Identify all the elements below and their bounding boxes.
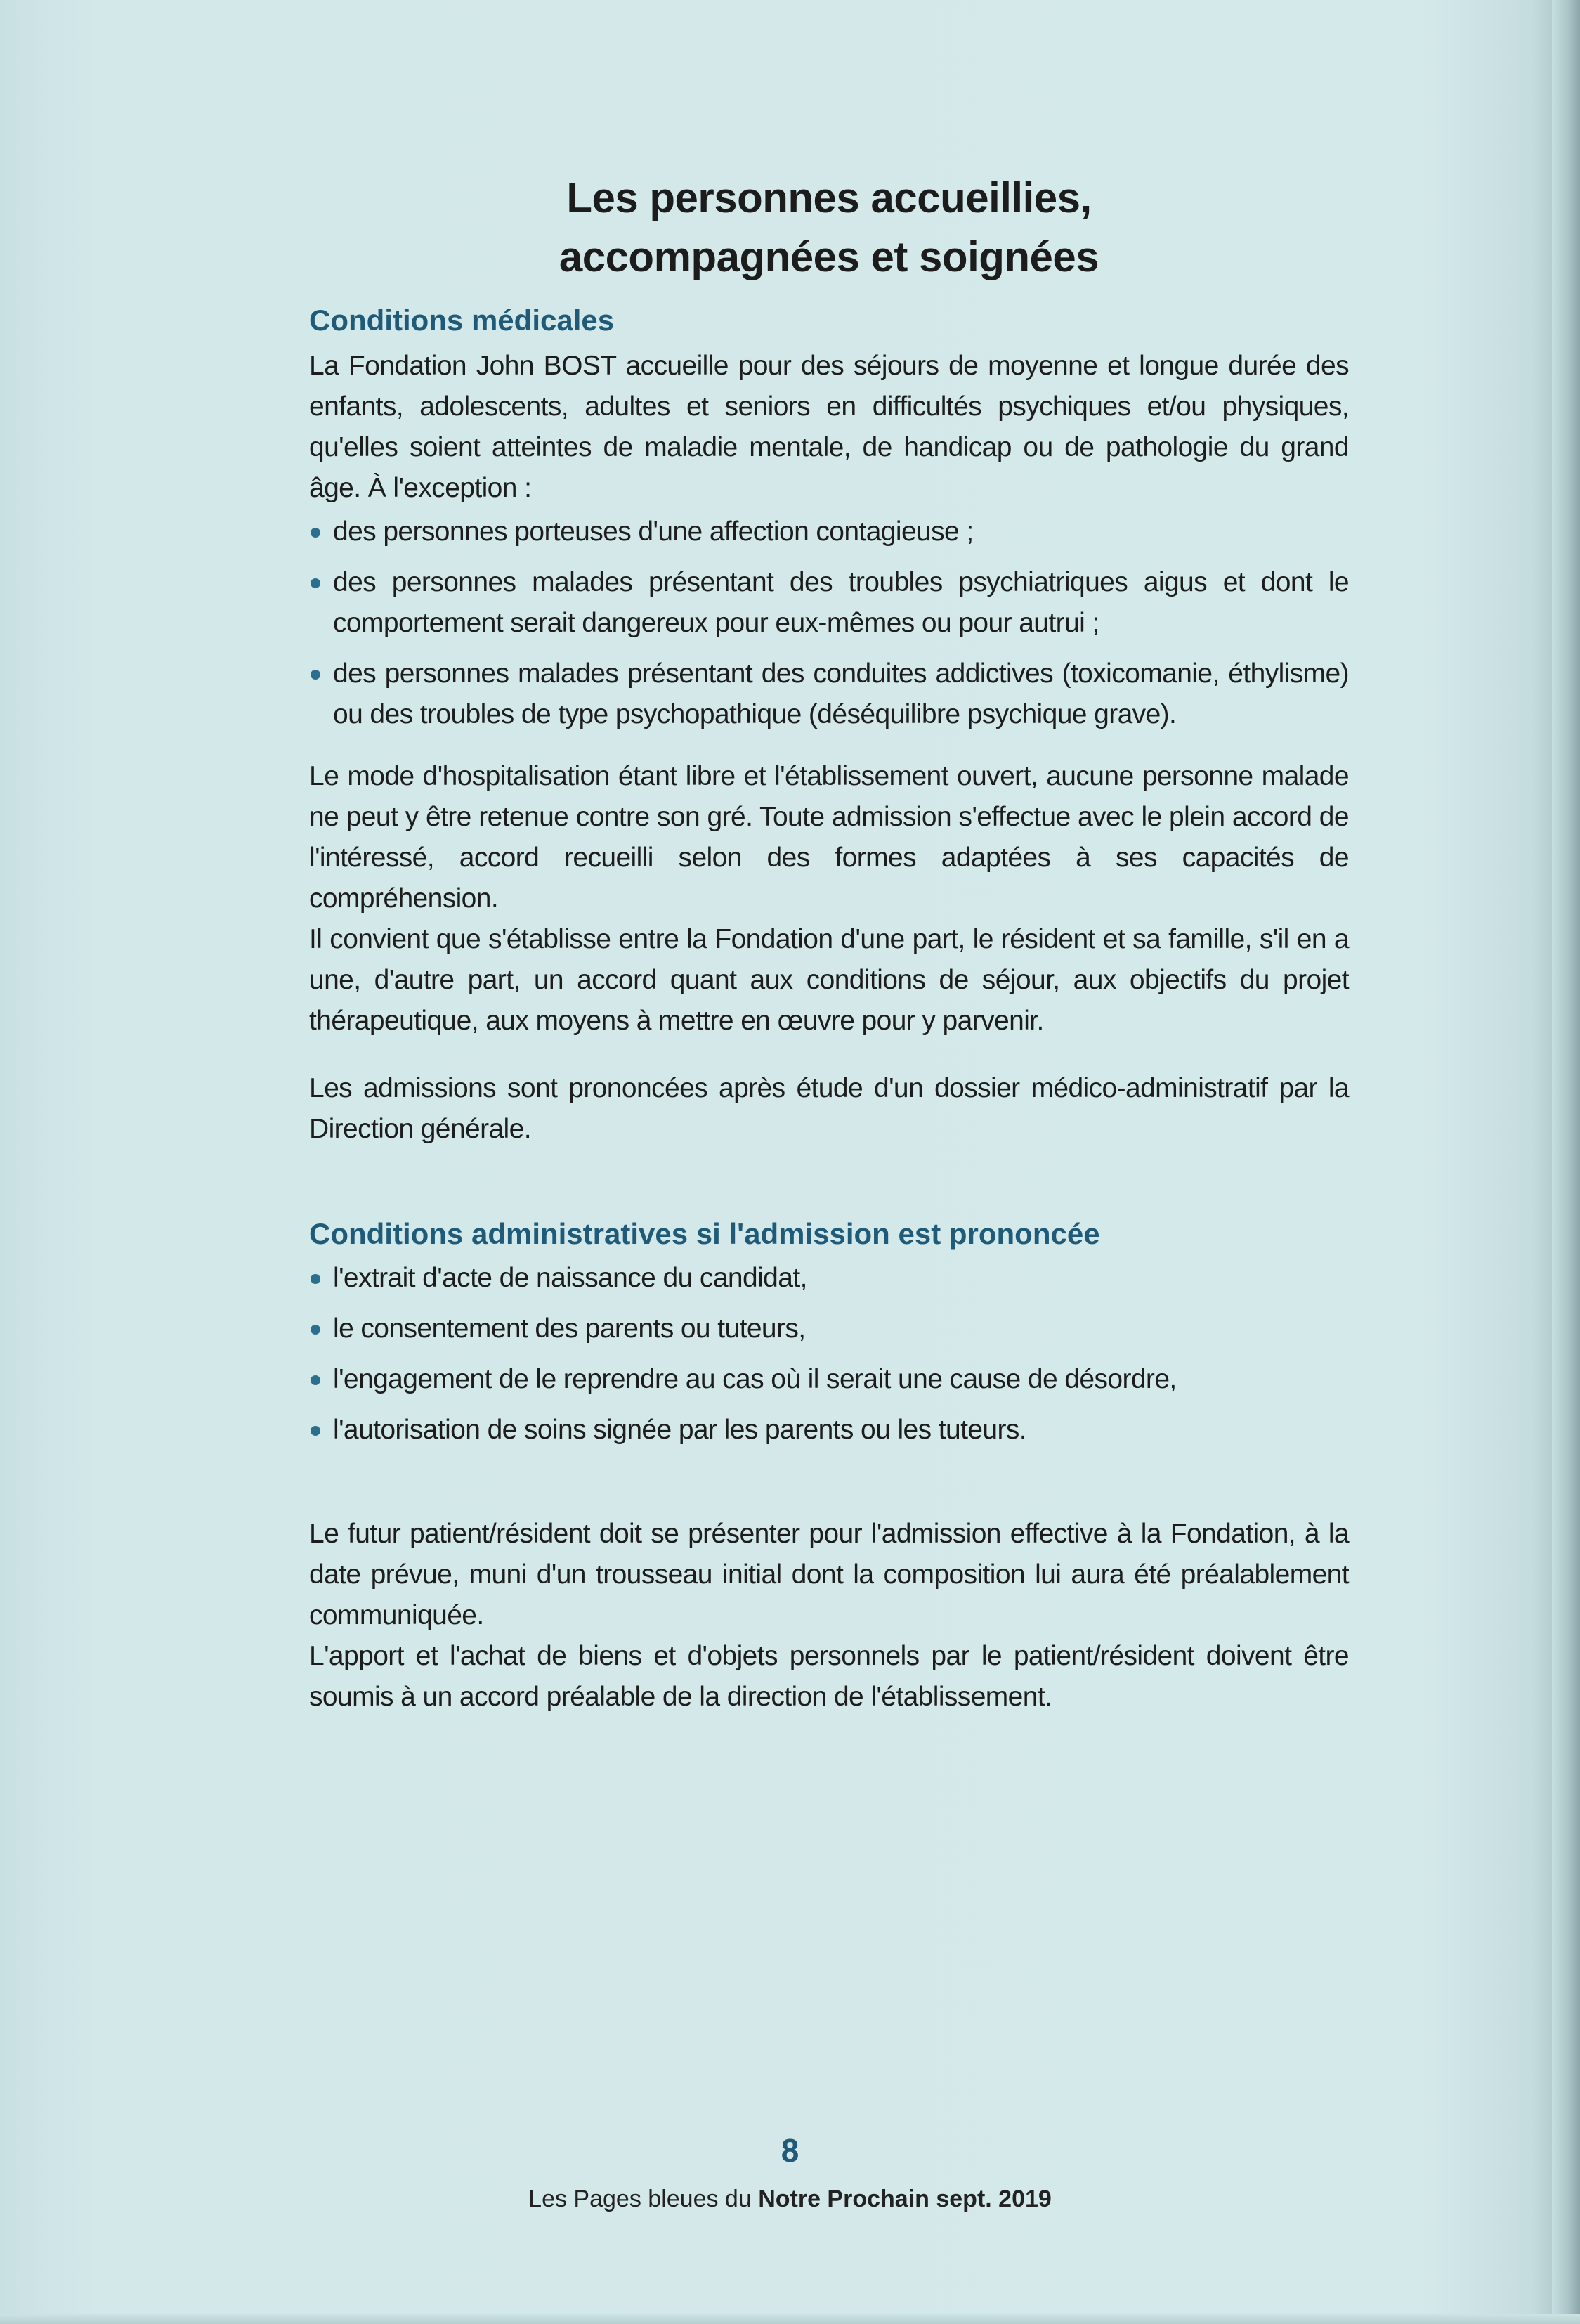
page-edge-shadow bbox=[1552, 0, 1580, 2324]
paragraph-apport: L'apport et l'achat de biens et d'objets personnels par le patient/résident doivent être soumis à un accord préalable de la direction de l'établissement. bbox=[309, 1641, 1349, 1712]
list-item: l'engagement de le reprendre au cas où il serait une cause de désordre, bbox=[309, 1359, 1349, 1400]
bullet-icon bbox=[311, 578, 320, 588]
section-administrative-body bbox=[309, 1258, 1349, 1718]
section-heading-administrative: Conditions administratives si l'admission est prononcée bbox=[309, 1217, 1100, 1250]
list-item: l'autorisation de soins signée par les parents ou les tuteurs. bbox=[309, 1410, 1349, 1450]
page-title-line2: accompagnées et soignées bbox=[559, 233, 1099, 280]
page-footer bbox=[0, 2129, 1580, 2216]
list-item: des personnes malades présentant des troubles psychiatriques aigus et dont le comportement serait dangereux pour eux-mêmes ou pour autrui ; bbox=[309, 562, 1349, 644]
section-medical-body bbox=[309, 346, 1349, 1150]
footer-publication bbox=[0, 2181, 1580, 2216]
page-title bbox=[309, 169, 1349, 287]
list-item: le consentement des parents ou tuteurs, bbox=[309, 1309, 1349, 1349]
page-title-line1: Les personnes accueillies, bbox=[566, 174, 1092, 221]
paragraph-mode: Le mode d'hospitalisation étant libre et l'établissement ouvert, aucune personne malade ne peut y être retenue contre son gré. Toute admission s'effectue avec le plein accord de l'intéressé, accord recueilli selon des formes adaptées à ses capacités de compréhension. bbox=[309, 761, 1349, 914]
paragraph-intro: La Fondation John BOST accueille pour des séjours de moyenne et longue durée des enfants, adolescents, adultes et seniors en difficultés psychiques et/ou physiques, qu'elles soient atteintes de maladie mentale, de handicap ou de pathologie du grand âge. À l'exception : bbox=[309, 351, 1349, 503]
page-bottom-edge bbox=[0, 2314, 1580, 2324]
bullet-icon bbox=[311, 670, 320, 680]
list-item: des personnes porteuses d'une affection contagieuse ; bbox=[309, 512, 1349, 552]
paragraph-admissions: Les admissions sont prononcées après étude d'un dossier médico-administratif par la Direction générale. bbox=[309, 1073, 1349, 1144]
bullet-icon bbox=[311, 1325, 320, 1335]
paragraph-futur: Le futur patient/résident doit se présenter pour l'admission effective à la Fondation, à la date prévue, muni d'un trousseau initial dont la composition lui aura été préalablement communiquée. bbox=[309, 1519, 1349, 1630]
list-item: l'extrait d'acte de naissance du candidat, bbox=[309, 1258, 1349, 1299]
list-item: des personnes malades présentant des conduites addictives (toxicomanie, éthylisme) ou des troubles de type psychopathique (déséquilibre psychique grave). bbox=[309, 654, 1349, 735]
document-content bbox=[309, 169, 1349, 1718]
bullet-icon bbox=[311, 1375, 320, 1385]
page-number: 8 bbox=[781, 2132, 799, 2169]
exceptions-list bbox=[309, 512, 1349, 735]
section-heading-medical: Conditions médicales bbox=[309, 304, 615, 337]
bullet-icon bbox=[311, 1274, 320, 1284]
bullet-icon bbox=[311, 1426, 320, 1436]
bullet-icon bbox=[311, 528, 320, 538]
footer-prefix: Les Pages bleues du bbox=[528, 2186, 752, 2212]
requirements-list bbox=[309, 1258, 1349, 1450]
footer-publication-name: Notre Prochain sept. 2019 bbox=[758, 2186, 1052, 2212]
paragraph-accord: Il convient que s'établisse entre la Fondation d'une part, le résident et sa famille, s'il en a une, d'autre part, un accord quant aux conditions de séjour, aux objectifs du projet thérapeutique, aux moyens à mettre en œuvre pour y parvenir. bbox=[309, 924, 1349, 1036]
